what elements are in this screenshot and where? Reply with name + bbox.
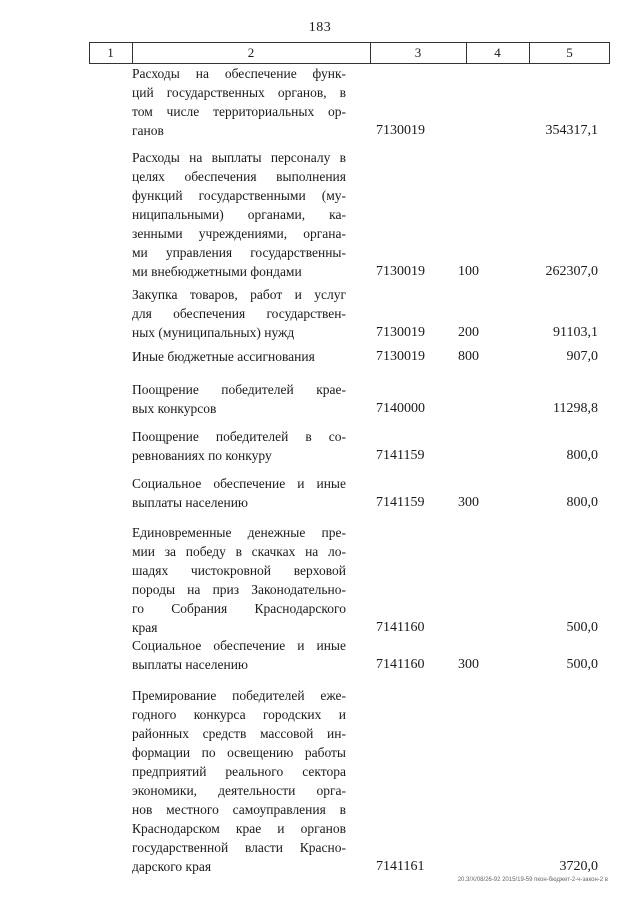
row-vr-code: 300 xyxy=(458,495,479,510)
row-description xyxy=(132,686,346,876)
table-header xyxy=(89,42,610,64)
row-csr-code: 7130019 xyxy=(376,264,425,279)
header-col-4: 4 xyxy=(494,45,501,60)
description-line: нов местного самоуправления в xyxy=(132,802,346,817)
row-csr-code: 7141159 xyxy=(376,495,425,510)
description-line: породы на приз Законодательно- xyxy=(132,582,346,597)
description-line: дарского края xyxy=(132,859,212,874)
description-line: целях обеспечения выполнения xyxy=(132,169,346,184)
header-col-3: 3 xyxy=(414,45,422,60)
description-line: Премирование победителей еже- xyxy=(132,688,346,703)
description-line: предприятий реального сектора xyxy=(132,764,346,779)
row-vr-code: 100 xyxy=(458,264,479,279)
row-amount: 500,0 xyxy=(566,620,598,635)
row-amount: 3720,0 xyxy=(559,859,598,874)
footer-code: 20.3/X/08/26-92 2015/19-59 пкон-бюджет-2-ч-закон-2 в xyxy=(457,877,608,883)
row-description xyxy=(132,285,346,342)
description-line: Социальное обеспечение и иные xyxy=(132,476,346,491)
description-line: Закупка товаров, работ и услуг xyxy=(132,287,346,302)
description-line: вых конкурсов xyxy=(132,401,217,416)
header-col-2: 2 xyxy=(247,45,255,60)
description-line: мии за победу в скачках на ло- xyxy=(132,544,346,559)
row-amount: 11298,8 xyxy=(553,401,598,416)
row-csr-code: 7130019 xyxy=(376,325,425,340)
description-line: для обеспечения государствен- xyxy=(132,306,346,321)
row-amount: 800,0 xyxy=(566,495,598,510)
description-line: го Собрания Краснодарского xyxy=(132,601,346,616)
row-description xyxy=(132,64,346,140)
description-line: годного конкурса городских и xyxy=(132,707,346,722)
description-line: Единовременные денежные пре- xyxy=(132,525,346,540)
description-line: выплаты населению xyxy=(132,657,249,672)
description-line: Поощрение победителей крае- xyxy=(132,382,346,397)
row-amount: 500,0 xyxy=(566,657,598,672)
description-line: Социальное обеспечение и иные xyxy=(132,638,346,653)
description-line: районных средств массовой ин- xyxy=(132,726,346,741)
description-line: ций государственных органов, в xyxy=(132,85,346,100)
row-description xyxy=(132,523,346,637)
description-line: Расходы на выплаты персоналу в xyxy=(132,150,346,165)
row-vr-code: 800 xyxy=(458,349,479,364)
page-number: 183 xyxy=(308,20,332,35)
row-description xyxy=(132,427,346,465)
row-amount: 262307,0 xyxy=(545,264,598,279)
description-line: экономики, деятельности орга- xyxy=(132,783,346,798)
description-line: формации по освещению работы xyxy=(132,745,346,760)
description-line: ниципальными) органами, ка- xyxy=(132,207,346,222)
row-vr-code: 200 xyxy=(458,325,479,340)
description-line: функций государственными (му- xyxy=(132,188,346,203)
description-line: края xyxy=(132,620,158,635)
row-amount: 91103,1 xyxy=(553,325,598,340)
header-col-5: 5 xyxy=(566,45,573,60)
description-line: Поощрение победителей в со- xyxy=(132,429,346,444)
description-line: ми управления государственны- xyxy=(132,245,346,260)
description-line: Краснодарском крае и органов xyxy=(132,821,346,836)
description-line: ревнованиях по конкуру xyxy=(132,448,272,463)
description-line: Иные бюджетные ассигнования xyxy=(132,349,315,364)
header-col-1: 1 xyxy=(107,45,114,60)
row-description xyxy=(132,380,346,418)
description-line: Расходы на обеспечение функ- xyxy=(132,66,346,81)
description-line: ми внебюджетными фондами xyxy=(132,264,302,279)
description-line: выплаты населению xyxy=(132,495,249,510)
row-amount: 907,0 xyxy=(566,349,598,364)
row-description xyxy=(132,636,346,674)
row-csr-code: 7141159 xyxy=(376,448,425,463)
row-csr-code: 7140000 xyxy=(376,401,425,416)
description-line: зенными учреждениями, органа- xyxy=(132,226,346,241)
row-description xyxy=(132,347,346,366)
description-line: ных (муниципальных) нужд xyxy=(132,325,295,340)
row-csr-code: 7141161 xyxy=(376,859,425,874)
row-description xyxy=(132,148,346,281)
row-amount: 800,0 xyxy=(566,448,598,463)
row-description xyxy=(132,474,346,512)
description-line: том числе территориальных ор- xyxy=(132,104,346,119)
row-vr-code: 300 xyxy=(458,657,479,672)
description-line: ганов xyxy=(132,123,164,138)
row-csr-code: 7141160 xyxy=(376,657,425,672)
row-csr-code: 7130019 xyxy=(376,123,425,138)
row-csr-code: 7141160 xyxy=(376,620,425,635)
description-line: шадях чистокровной верховой xyxy=(132,563,346,578)
description-line: государственной власти Красно- xyxy=(132,840,346,855)
row-amount: 354317,1 xyxy=(545,123,598,138)
row-csr-code: 7130019 xyxy=(376,349,425,364)
